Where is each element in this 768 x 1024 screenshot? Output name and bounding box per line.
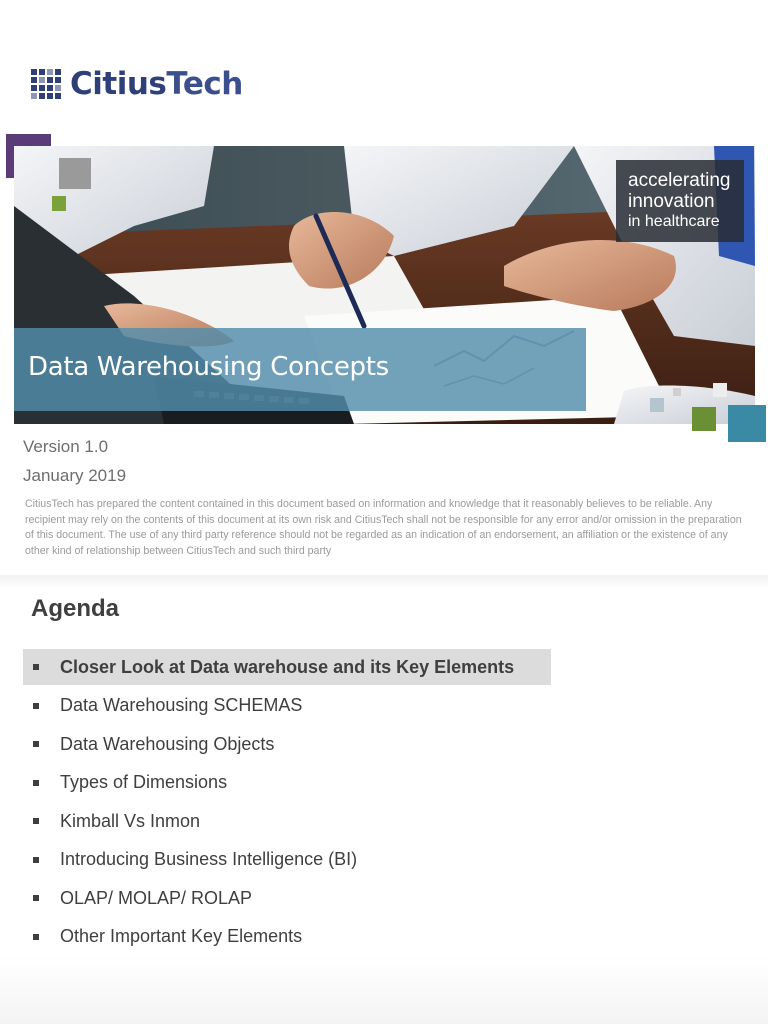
decorative-square xyxy=(650,398,664,412)
tagline-box xyxy=(616,160,744,242)
tagline-line: innovation xyxy=(628,191,715,212)
agenda-item xyxy=(23,880,551,916)
decorative-square xyxy=(713,383,727,397)
agenda-list xyxy=(23,649,551,957)
decorative-square xyxy=(59,158,91,189)
agenda-item-label: Data Warehousing SCHEMAS xyxy=(60,695,303,715)
agenda-item-current xyxy=(23,649,551,685)
decorative-square xyxy=(692,407,716,431)
agenda-item-label: Kimball Vs Inmon xyxy=(60,810,201,831)
agenda-item-label: Other Important Key Elements xyxy=(60,926,303,946)
bullet-icon xyxy=(33,741,39,747)
agenda-title: Agenda xyxy=(31,595,120,622)
bullet-icon xyxy=(33,703,39,709)
agenda-item-label: Data Warehousing Objects xyxy=(60,733,275,754)
decorative-square xyxy=(52,196,66,211)
bullet-icon xyxy=(33,895,39,901)
bullet-icon xyxy=(33,664,39,670)
decorative-square xyxy=(673,388,681,396)
citiustech-logo xyxy=(31,66,243,102)
agenda-item xyxy=(23,726,551,762)
version-label: Version 1.0 xyxy=(23,437,109,456)
tagline-line: accelerating xyxy=(628,170,731,191)
logo-wordmark: CitiusTech xyxy=(70,66,243,102)
agenda-item xyxy=(23,803,551,839)
agenda-item-label: Types of Dimensions xyxy=(60,772,228,792)
date-label: January 2019 xyxy=(23,466,127,485)
document-title: Data Warehousing Concepts xyxy=(28,352,389,382)
tagline-line: in healthcare xyxy=(628,213,720,230)
bullet-icon xyxy=(33,857,39,863)
decorative-square xyxy=(728,405,766,442)
agenda-item xyxy=(23,919,551,955)
agenda-item-label: Introducing Business Intelligence (BI) xyxy=(60,849,358,869)
bullet-icon xyxy=(33,818,39,824)
agenda-item xyxy=(23,842,551,878)
bullet-icon xyxy=(33,934,39,940)
agenda-item xyxy=(23,765,551,801)
agenda-item-label: Closer Look at Data warehouse and its Key Elements xyxy=(60,656,515,677)
disclaimer-text: CitiusTech has prepared the content contained in this document based on information and knowledge that it reasonably believes to be reliable. Any recipient may rely on the contents of this document at its own risk and CitiusTech shall not be responsible for any error and/or omission in the preparation of this document. The use of any third party reference should not be regarded as an indication of an endorsement, an affiliation or the existence of any other kind of relationship between CitiusTech and such third party xyxy=(25,498,742,557)
agenda-item xyxy=(23,688,551,724)
logo-grid-icon xyxy=(31,69,61,99)
agenda-slide xyxy=(0,575,768,1024)
title-band xyxy=(14,328,586,411)
bullet-icon xyxy=(33,780,39,786)
agenda-item-label: OLAP/ MOLAP/ ROLAP xyxy=(60,887,253,908)
